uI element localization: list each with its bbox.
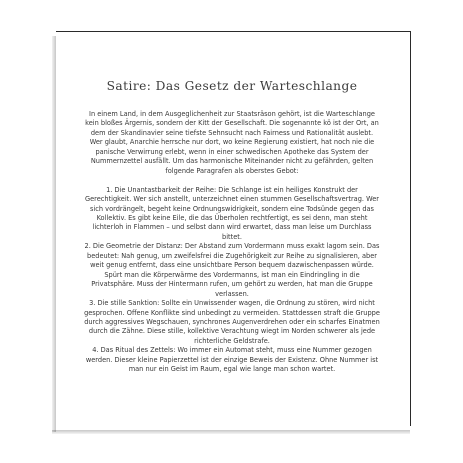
document-title: Satire: Das Gesetz der Warteschlange <box>106 79 358 93</box>
rule-paragraph-1: 1. Die Unantastbarkeit der Reihe: Die Schlange ist ein heiliges Konstrukt der Gerechtigkeit. Wer sich anstellt, unterzeichnet einen stummen Gesellschaftsvertrag. Wer sich vordrängelt, begeht keine Ordnungswidrigkeit, sondern eine Todsünde gegen das Kollektiv. Es gibt keine Eile, die das Überholen rechtfertigt, es sei denn, man steht lichterloh in Flammen – und selbst dann wird erwartet, dass man leise um Durchlass bittet. <box>84 185 380 241</box>
frame-bottom-shadow <box>52 430 410 434</box>
intro-paragraph: In einem Land, in dem Ausgeglichenheit zur Staatsräson gehört, ist die Warteschlange kein bloßes Ärgernis, sondern der Kitt der Gesellschaft. Die sogenannte kö ist der Ort, an dem der Skandinavier seine tiefste Sehnsucht nach Fairness und Rationalität auslebt. Wer glaubt, Anarchie herrsche nur dort, wo keine Regierung existiert, hat noch nie die panische Verwirrung erlebt, wenn in einer schwedischen Apotheke das System der Nummernzettel ausfällt. Um das harmonische Miteinander nicht zu gefährden, gelten folgende Paragrafen als oberstes Gebot: <box>85 110 379 175</box>
rule-paragraph-3: 3. Die stille Sanktion: Sollte ein Unwissender wagen, die Ordnung zu stören, wird nicht gesprochen. Offene Konflikte sind unbedingt zu vermeiden. Stattdessen straft die Gruppe durch aggressives Wegschauen, synchrones Augenverdrehen oder ein scharfes Einatmen durch die Zähne. Diese stille, kollektive Verachtung wiegt im Norden schwerer als jede richterliche Geldstrafe. <box>84 299 380 345</box>
rule-paragraph-4: 4. Das Ritual des Zettels: Wo immer ein Automat steht, muss eine Nummer gezogen werden. Dieser kleine Papierzettel ist der einzige Beweis der Existenz. Ohne Nummer ist man nur ein Geist im Raum, egal wie lange man schon wartet. <box>85 346 379 374</box>
frame-left-shadow <box>52 36 56 432</box>
paragraph-gap <box>84 176 380 185</box>
frame-top-border <box>56 31 411 32</box>
document-body <box>84 110 380 375</box>
rule-paragraph-2: 2. Die Geometrie der Distanz: Der Abstand zum Vordermann muss exakt lagom sein. Das bedeutet: Nah genug, um zweifelsfrei die Zugehörigkeit zur Reihe zu signalisieren, aber weit genug entfernt, dass eine unsichtbare Person bequem dazwischenpassen würde. Spürt man die Körperwärme des Vordermanns, ist man ein Eindringling in die Privatsphäre. Muss der Hintermann rufen, um gehört zu werden, hat man die Gruppe verlassen. <box>84 242 380 298</box>
frame-right-border <box>410 31 411 426</box>
